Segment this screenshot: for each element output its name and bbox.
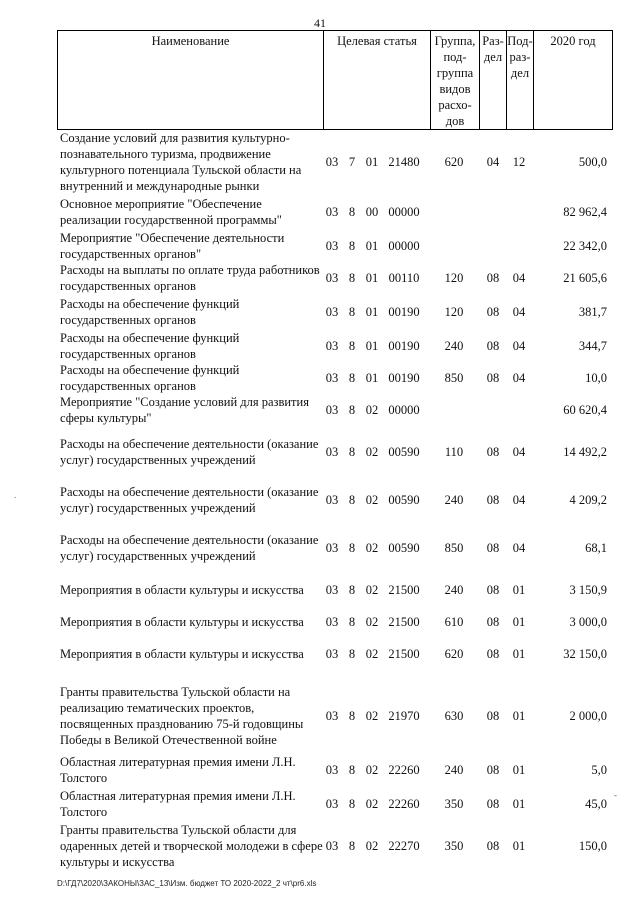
expense-group: 350 [444, 797, 464, 811]
subsection-code: 01 [512, 797, 526, 811]
table-row [57, 230, 613, 262]
amount-2020: 60 620,4 [563, 403, 607, 417]
expense-group: 240 [444, 763, 464, 777]
target-direction: 00590 [388, 541, 420, 555]
row-name: Мероприятие "Обеспечение деятельности государственных органов" [60, 231, 285, 261]
target-direction: 21500 [388, 583, 420, 597]
target-direction: 21500 [388, 647, 420, 661]
target-event: 02 [365, 583, 379, 597]
subsection-code: 01 [512, 763, 526, 777]
target-direction: 00110 [388, 271, 420, 285]
target-direction: 00190 [388, 371, 420, 385]
expense-group: 620 [444, 647, 464, 661]
section-code: 04 [486, 155, 500, 169]
expense-group: 620 [444, 155, 464, 169]
target-subprogram: 8 [348, 763, 356, 777]
target-subprogram: 8 [348, 445, 356, 459]
target-direction: 22270 [388, 839, 420, 853]
amount-2020: 150,0 [578, 839, 607, 853]
scan-dot: - [614, 790, 617, 800]
target-subprogram: 8 [348, 271, 356, 285]
target-subprogram: 8 [348, 615, 356, 629]
amount-2020: 14 492,2 [563, 445, 607, 459]
target-subprogram: 8 [348, 339, 356, 353]
amount-2020: 3 150,9 [569, 583, 607, 597]
section-code: 08 [486, 339, 500, 353]
target-subprogram: 8 [348, 541, 356, 555]
target-subprogram: 8 [348, 403, 356, 417]
row-name: Расходы на обеспечение функций государственных органов [60, 331, 240, 361]
table-row [57, 788, 613, 820]
row-name: Мероприятие "Создание условий для развития сферы культуры" [60, 395, 309, 425]
table-row [57, 130, 613, 194]
row-name: Мероприятия в области культуры и искусства [60, 647, 304, 661]
table-row [57, 262, 613, 294]
target-program: 03 [325, 371, 339, 385]
row-name: Расходы на обеспечение функций государственных органов [60, 297, 240, 327]
page-number: 41 [314, 16, 326, 30]
target-direction: 22260 [388, 797, 420, 811]
table-row [57, 532, 613, 564]
header-target: Целевая статья [323, 31, 430, 129]
target-program: 03 [325, 155, 339, 169]
target-subprogram: 8 [348, 493, 356, 507]
row-name: Расходы на обеспечение деятельности (оказание услуг) государственных учреждений [60, 533, 319, 563]
target-program: 03 [325, 583, 339, 597]
section-code: 08 [486, 305, 500, 319]
target-direction: 00590 [388, 445, 420, 459]
expense-group: 120 [444, 305, 464, 319]
row-name: Областная литературная премия имени Л.Н. Толстого [60, 755, 296, 785]
target-direction: 00000 [388, 205, 420, 219]
table-row [57, 822, 613, 870]
file-path-footer: D:\ГД7\2020\ЗАКОНЫ\ЗАС_13\Изм. бюджет ТО 2020-2022_2 чт\pr6.xls [57, 879, 317, 888]
section-code: 08 [486, 271, 500, 285]
row-name: Расходы на выплаты по оплате труда работников государственных органов [60, 263, 320, 293]
amount-2020: 22 342,0 [563, 239, 607, 253]
table-header [57, 30, 613, 130]
scan-dot: . [14, 490, 17, 500]
target-event: 02 [365, 797, 379, 811]
row-name: Гранты правительства Тульской области для одаренных детей и творческой молодежи в сфере культуры и искусства [60, 823, 323, 869]
table-row [57, 330, 613, 362]
target-event: 02 [365, 763, 379, 777]
table-row [57, 582, 613, 598]
header-section: Раз- дел [479, 31, 506, 129]
subsection-code: 01 [512, 615, 526, 629]
target-subprogram: 8 [348, 583, 356, 597]
target-direction: 00190 [388, 305, 420, 319]
table-row [57, 614, 613, 630]
row-name: Расходы на обеспечение деятельности (оказание услуг) государственных учреждений [60, 485, 319, 515]
amount-2020: 2 000,0 [569, 709, 607, 723]
amount-2020: 68,1 [585, 541, 607, 555]
section-code: 08 [486, 583, 500, 597]
section-code: 08 [486, 541, 500, 555]
target-event: 01 [365, 239, 379, 253]
target-subprogram: 8 [348, 839, 356, 853]
target-direction: 21500 [388, 615, 420, 629]
table-row [57, 196, 613, 228]
target-program: 03 [325, 615, 339, 629]
expense-group: 240 [444, 339, 464, 353]
target-program: 03 [325, 239, 339, 253]
expense-group: 850 [444, 371, 464, 385]
header-group: Группа, под- группа видов расхо- дов [430, 31, 479, 129]
expense-group: 850 [444, 541, 464, 555]
target-subprogram: 8 [348, 797, 356, 811]
row-name: Основное мероприятие "Обеспечение реализации государственной программы" [60, 197, 282, 227]
target-subprogram: 8 [348, 205, 356, 219]
target-subprogram: 8 [348, 371, 356, 385]
target-direction: 00000 [388, 403, 420, 417]
amount-2020: 21 605,6 [563, 271, 607, 285]
target-subprogram: 8 [348, 239, 356, 253]
expense-group: 350 [444, 839, 464, 853]
amount-2020: 10,0 [585, 371, 607, 385]
table-row [57, 436, 613, 468]
subsection-code: 01 [512, 709, 526, 723]
target-direction: 00590 [388, 493, 420, 507]
target-event: 01 [365, 371, 379, 385]
target-program: 03 [325, 445, 339, 459]
target-direction: 00000 [388, 239, 420, 253]
section-code: 08 [486, 763, 500, 777]
row-name: Мероприятия в области культуры и искусства [60, 615, 304, 629]
target-event: 02 [365, 709, 379, 723]
subsection-code: 01 [512, 839, 526, 853]
target-program: 03 [325, 205, 339, 219]
target-program: 03 [325, 797, 339, 811]
table-row [57, 684, 613, 748]
subsection-code: 04 [512, 493, 526, 507]
target-event: 01 [365, 305, 379, 319]
table-row [57, 394, 613, 426]
row-name: Мероприятия в области культуры и искусства [60, 583, 304, 597]
subsection-code: 04 [512, 371, 526, 385]
target-direction: 00190 [388, 339, 420, 353]
target-subprogram: 7 [348, 155, 356, 169]
header-name: Наименование [57, 31, 323, 129]
table-row [57, 296, 613, 328]
amount-2020: 45,0 [585, 797, 607, 811]
target-event: 00 [365, 205, 379, 219]
target-event: 01 [365, 155, 379, 169]
expense-group: 240 [444, 493, 464, 507]
table-row [57, 754, 613, 786]
section-code: 08 [486, 493, 500, 507]
amount-2020: 5,0 [591, 763, 607, 777]
amount-2020: 32 150,0 [563, 647, 607, 661]
subsection-code: 04 [512, 445, 526, 459]
target-event: 02 [365, 541, 379, 555]
target-event: 02 [365, 445, 379, 459]
row-name: Областная литературная премия имени Л.Н. Толстого [60, 789, 296, 819]
table-row [57, 484, 613, 516]
row-name: Расходы на обеспечение деятельности (оказание услуг) государственных учреждений [60, 437, 319, 467]
target-program: 03 [325, 339, 339, 353]
target-subprogram: 8 [348, 647, 356, 661]
section-code: 08 [486, 797, 500, 811]
subsection-code: 01 [512, 647, 526, 661]
section-code: 08 [486, 445, 500, 459]
target-program: 03 [325, 493, 339, 507]
amount-2020: 3 000,0 [569, 615, 607, 629]
amount-2020: 500,0 [578, 155, 607, 169]
expense-group: 610 [444, 615, 464, 629]
section-code: 08 [486, 371, 500, 385]
expense-group: 110 [444, 445, 464, 459]
section-code: 08 [486, 647, 500, 661]
row-name: Создание условий для развития культурно-познавательного туризма, продвижение культурного потенциала Тульской области на внутренний и международные рынки [60, 131, 302, 193]
expense-group: 630 [444, 709, 464, 723]
target-event: 02 [365, 615, 379, 629]
target-direction: 22260 [388, 763, 420, 777]
section-code: 08 [486, 839, 500, 853]
amount-2020: 4 209,2 [569, 493, 607, 507]
row-name: Гранты правительства Тульской области на реализацию тематических проектов, посвященных празднованию 75-й годовщины Победы в Великой Отечественной войне [60, 685, 304, 747]
target-program: 03 [325, 709, 339, 723]
target-program: 03 [325, 403, 339, 417]
target-event: 01 [365, 271, 379, 285]
section-code: 08 [486, 615, 500, 629]
target-subprogram: 8 [348, 709, 356, 723]
amount-2020: 381,7 [578, 305, 607, 319]
expense-group: 120 [444, 271, 464, 285]
target-event: 02 [365, 403, 379, 417]
subsection-code: 04 [512, 305, 526, 319]
target-direction: 21970 [388, 709, 420, 723]
target-event: 02 [365, 647, 379, 661]
target-program: 03 [325, 763, 339, 777]
amount-2020: 344,7 [578, 339, 607, 353]
target-program: 03 [325, 647, 339, 661]
target-program: 03 [325, 305, 339, 319]
header-year: 2020 год [533, 31, 613, 129]
target-direction: 21480 [388, 155, 420, 169]
subsection-code: 04 [512, 339, 526, 353]
table-row [57, 646, 613, 662]
target-program: 03 [325, 271, 339, 285]
amount-2020: 82 962,4 [563, 205, 607, 219]
subsection-code: 04 [512, 541, 526, 555]
header-subsection: Под- раз- дел [506, 31, 533, 129]
subsection-code: 12 [512, 155, 526, 169]
section-code: 08 [486, 709, 500, 723]
target-subprogram: 8 [348, 305, 356, 319]
target-program: 03 [325, 839, 339, 853]
target-event: 02 [365, 493, 379, 507]
table-row [57, 362, 613, 394]
expense-group: 240 [444, 583, 464, 597]
subsection-code: 04 [512, 271, 526, 285]
target-event: 01 [365, 339, 379, 353]
target-program: 03 [325, 541, 339, 555]
row-name: Расходы на обеспечение функций государственных органов [60, 363, 240, 393]
target-event: 02 [365, 839, 379, 853]
subsection-code: 01 [512, 583, 526, 597]
